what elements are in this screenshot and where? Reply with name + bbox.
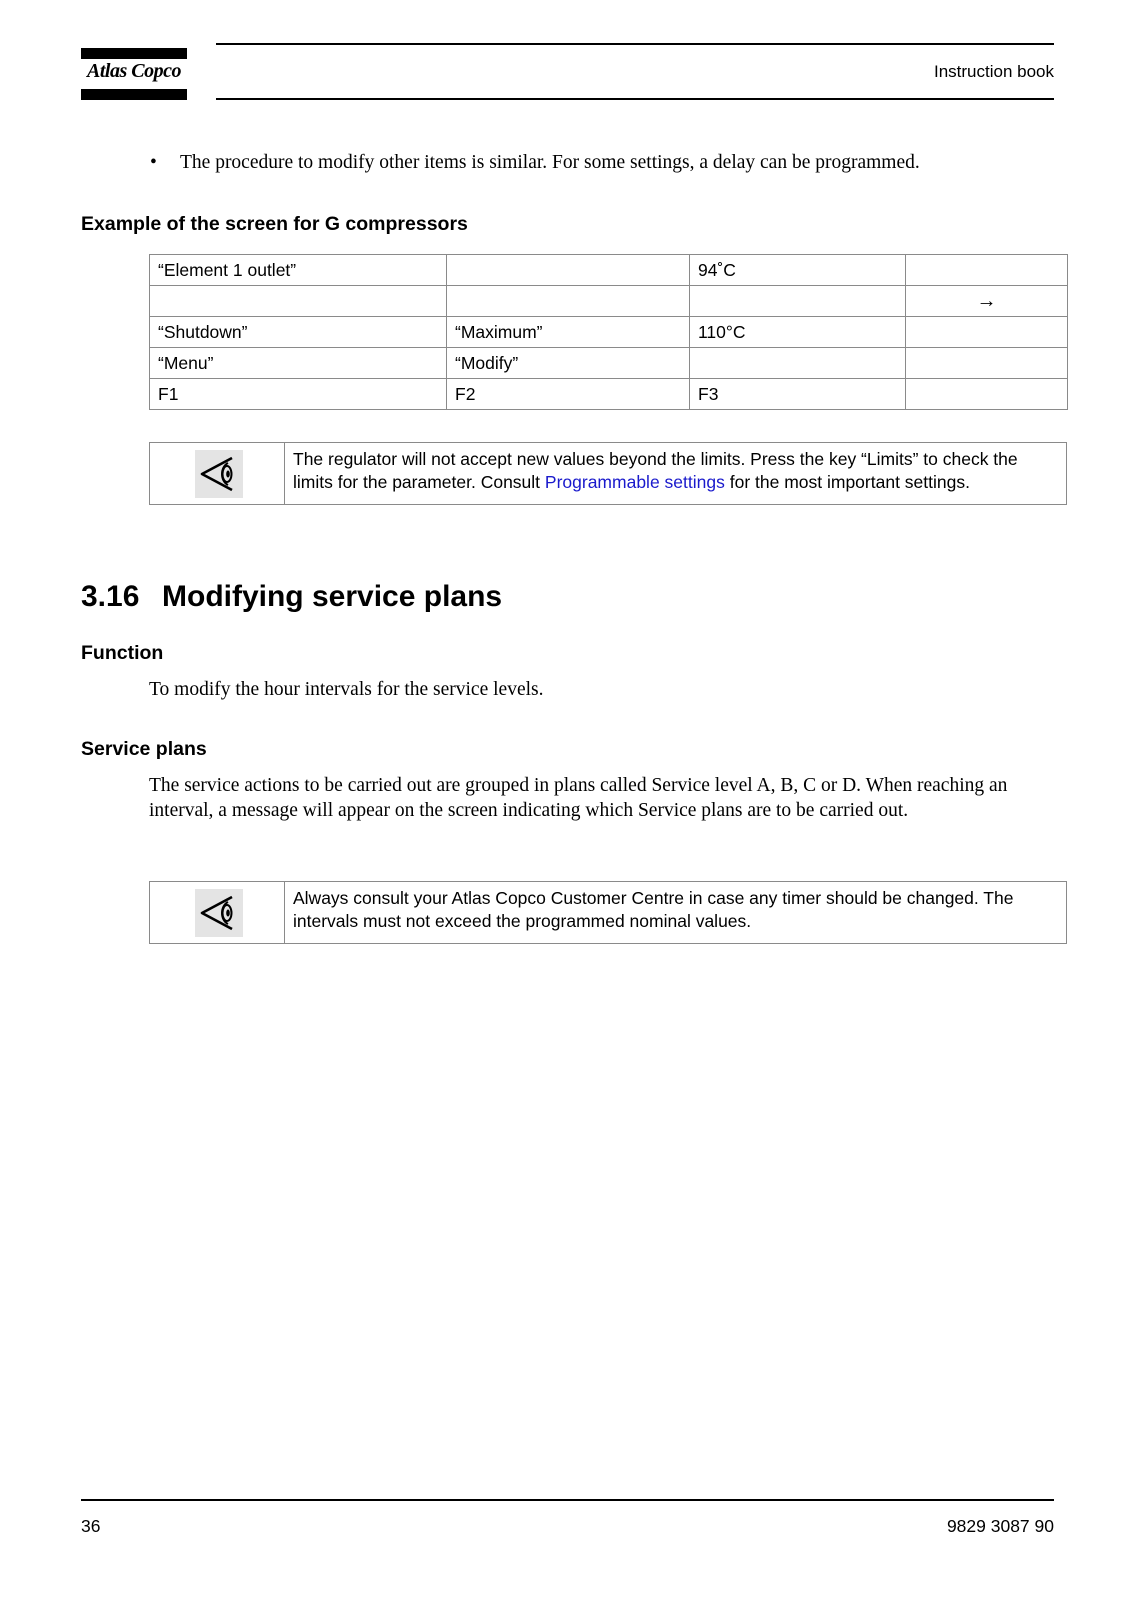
screen-example-table <box>149 254 1068 410</box>
table-cell: 94˚C <box>690 255 906 286</box>
table-row <box>150 286 1068 317</box>
table-row <box>150 379 1068 410</box>
note-icon-cell <box>150 882 285 943</box>
note-text <box>293 448 1062 494</box>
table-cell: “Menu” <box>150 348 447 379</box>
table-cell: “Maximum” <box>447 317 690 348</box>
service-plans-heading: Service plans <box>81 738 207 760</box>
atlas-copco-logo: Atlas Copco <box>87 60 181 82</box>
table-cell <box>906 348 1068 379</box>
table-row <box>150 348 1068 379</box>
table-cell <box>906 379 1068 410</box>
note-box-timer <box>149 881 1067 944</box>
note-text: Always consult your Atlas Copco Customer Centre in case any timer should be changed. The intervals must not exceed the programmed nominal values. <box>293 888 1014 931</box>
table-cell: F2 <box>447 379 690 410</box>
table-cell <box>690 348 906 379</box>
table-cell: “Element 1 outlet” <box>150 255 447 286</box>
page-number: 36 <box>81 1516 101 1536</box>
table-cell <box>150 286 447 317</box>
table-cell: F3 <box>690 379 906 410</box>
intro-paragraph: The procedure to modify other items is similar. For some settings, a delay can be programmed. <box>180 152 920 173</box>
section-title: Modifying service plans <box>162 580 503 613</box>
header-rule-top <box>216 43 1054 45</box>
service-plans-paragraph: The service actions to be carried out are grouped in plans called Service level A, B, C or D. When reaching an interval, a message will appear on the screen indicating which Service plans are to be carried out. <box>149 775 1008 821</box>
section-heading <box>81 579 502 615</box>
table-cell <box>906 255 1068 286</box>
function-heading: Function <box>81 642 164 664</box>
table-cell: “Modify” <box>447 348 690 379</box>
eye-note-icon <box>195 889 243 937</box>
function-paragraph: To modify the hour intervals for the service levels. <box>149 679 544 700</box>
right-arrow-icon: → <box>906 286 1068 317</box>
note-box-limits <box>149 442 1067 505</box>
table-cell: F1 <box>150 379 447 410</box>
table-cell <box>906 317 1068 348</box>
table-cell: 110°C <box>690 317 906 348</box>
table-cell: “Shutdown” <box>150 317 447 348</box>
header-title: Instruction book <box>933 62 1054 81</box>
table-cell <box>690 286 906 317</box>
logo-bar-bottom <box>81 89 187 100</box>
programmable-settings-link[interactable]: Programmable settings <box>544 472 725 492</box>
bullet-marker: • <box>150 152 157 173</box>
eye-note-icon <box>195 450 243 498</box>
footer-rule <box>81 1499 1054 1501</box>
section-number: 3.16 <box>81 580 140 613</box>
note-text-part: The regulator will not accept new values beyond the limits. Press the key “Limits” to check the limits for the parameter. Consult <box>293 449 1018 492</box>
table-cell <box>447 255 690 286</box>
document-number: 9829 3087 90 <box>946 1516 1054 1536</box>
example-heading: Example of the screen for G compressors <box>81 213 468 235</box>
table-row <box>150 317 1068 348</box>
header-rule-bottom <box>216 98 1054 100</box>
note-text-part: for the most important settings. <box>724 472 970 492</box>
table-row <box>150 255 1068 286</box>
table-cell <box>447 286 690 317</box>
note-icon-cell <box>150 443 285 504</box>
